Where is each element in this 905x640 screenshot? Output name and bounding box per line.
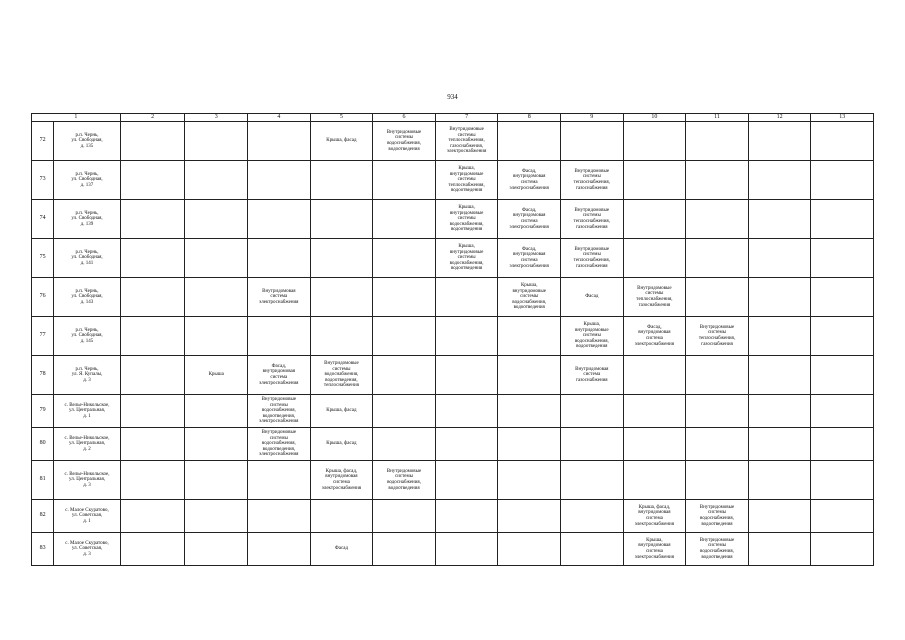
- work-cell-12: [748, 122, 811, 161]
- row-number-cell: 80: [32, 428, 54, 461]
- work-cell-7: [435, 461, 498, 500]
- work-cell-12: [748, 461, 811, 500]
- work-cell-12: [748, 239, 811, 278]
- work-cell-8: [498, 356, 561, 395]
- work-cell-12: [748, 533, 811, 566]
- table-row: [32, 200, 874, 239]
- work-cell-12: [748, 161, 811, 200]
- work-cell-2: [120, 428, 185, 461]
- work-cell-5: [310, 317, 373, 356]
- work-cell-7: [435, 278, 498, 317]
- work-cell-10: [623, 200, 686, 239]
- work-cell-2: [120, 317, 185, 356]
- column-header: 9: [561, 114, 624, 122]
- row-number-cell: 75: [32, 239, 54, 278]
- work-cell-9: [561, 395, 624, 428]
- row-number-cell: 76: [32, 278, 54, 317]
- work-cell-11: [686, 122, 749, 161]
- work-cell-11: [686, 239, 749, 278]
- work-cell-11: [686, 161, 749, 200]
- work-cell-9: [561, 461, 624, 500]
- work-cell-6: [373, 200, 436, 239]
- work-cell-8: [498, 461, 561, 500]
- work-cell-9: Внутридомовые системы теплоснабжения, газоснабжения: [561, 239, 624, 278]
- work-cell-8: Фасад, внутридомовая система электроснабжения: [498, 200, 561, 239]
- work-cell-13: [811, 161, 874, 200]
- work-cell-4: [248, 317, 311, 356]
- column-header: 1: [32, 114, 121, 122]
- work-cell-12: [748, 395, 811, 428]
- work-cell-12: [748, 356, 811, 395]
- work-cell-8: [498, 500, 561, 533]
- work-cell-13: [811, 500, 874, 533]
- work-cell-13: [811, 428, 874, 461]
- work-cell-8: Фасад, внутридомовая система электроснабжения: [498, 161, 561, 200]
- work-cell-8: [498, 533, 561, 566]
- work-cell-7: [435, 500, 498, 533]
- row-number-cell: 79: [32, 395, 54, 428]
- work-cell-13: [811, 317, 874, 356]
- work-cell-10: [623, 161, 686, 200]
- work-cell-6: [373, 500, 436, 533]
- table-row: [32, 356, 874, 395]
- work-cell-13: [811, 395, 874, 428]
- work-cell-2: [120, 278, 185, 317]
- work-cell-3: [185, 395, 248, 428]
- work-cell-2: [120, 533, 185, 566]
- address-cell: р.п. Чернь, ул. Свободная, д. 139: [54, 200, 121, 239]
- address-cell: р.п. Чернь, ул. Я. Купалы, д. 3: [54, 356, 121, 395]
- work-cell-7: [435, 533, 498, 566]
- work-cell-7: Крыша, внутридомовые системы теплоснабжения, водоотведения: [435, 161, 498, 200]
- work-cell-7: [435, 317, 498, 356]
- work-cell-6: [373, 161, 436, 200]
- work-cell-8: [498, 317, 561, 356]
- work-cell-8: [498, 122, 561, 161]
- work-cell-4: Внутридомовые системы водоснабжения, водоотведения, электроснабжения: [248, 428, 311, 461]
- work-cell-2: [120, 200, 185, 239]
- address-cell: с. Велье-Никольское, ул. Центральная, д. 2: [54, 428, 121, 461]
- work-cell-3: [185, 500, 248, 533]
- column-header: 2: [120, 114, 185, 122]
- work-cell-3: [185, 461, 248, 500]
- work-cell-3: [185, 122, 248, 161]
- work-cell-10: [623, 461, 686, 500]
- work-cell-10: [623, 122, 686, 161]
- column-header: 4: [248, 114, 311, 122]
- work-cell-11: [686, 200, 749, 239]
- work-cell-10: Фасад, внутридомовая система электроснабжения: [623, 317, 686, 356]
- work-cell-3: [185, 533, 248, 566]
- column-header: 12: [748, 114, 811, 122]
- table-row: [32, 533, 874, 566]
- work-cell-10: [623, 356, 686, 395]
- work-cell-13: [811, 278, 874, 317]
- work-cell-4: [248, 461, 311, 500]
- column-header: 8: [498, 114, 561, 122]
- work-cell-4: [248, 533, 311, 566]
- table-row: [32, 395, 874, 428]
- address-cell: р.п. Чернь, ул. Свободная, д. 137: [54, 161, 121, 200]
- table-row: [32, 122, 874, 161]
- work-cell-4: [248, 122, 311, 161]
- work-cell-6: [373, 428, 436, 461]
- work-cell-6: Внутридомовые системы водоснабжения, водоотведения: [373, 461, 436, 500]
- work-cell-8: [498, 395, 561, 428]
- work-cell-6: [373, 239, 436, 278]
- work-cell-11: [686, 395, 749, 428]
- table-row: [32, 278, 874, 317]
- table-body: [32, 122, 874, 566]
- work-cell-11: [686, 278, 749, 317]
- table-row: [32, 239, 874, 278]
- work-cell-5: Фасад: [310, 533, 373, 566]
- address-cell: с. Велье-Никольское, ул. Центральная, д. 3: [54, 461, 121, 500]
- row-number-cell: 81: [32, 461, 54, 500]
- work-cell-5: [310, 500, 373, 533]
- work-cell-9: Внутридомовые системы теплоснабжения, газоснабжения: [561, 200, 624, 239]
- work-cell-5: Крыша, фасад: [310, 395, 373, 428]
- work-cell-10: [623, 428, 686, 461]
- header-row: [32, 114, 874, 122]
- work-cell-13: [811, 533, 874, 566]
- work-cell-6: Внутридомовые системы водоснабжения, водоотведения: [373, 122, 436, 161]
- page-number: 934: [447, 93, 458, 101]
- work-cell-13: [811, 200, 874, 239]
- work-cell-8: Крыша, внутридомовые системы водоснабжения, водоотведения: [498, 278, 561, 317]
- work-cell-2: [120, 122, 185, 161]
- repair-schedule-table: [31, 113, 874, 566]
- work-cell-13: [811, 356, 874, 395]
- work-cell-4: [248, 200, 311, 239]
- column-header: 7: [435, 114, 498, 122]
- work-cell-8: Фасад, внутридомовая система электроснабжения: [498, 239, 561, 278]
- work-cell-7: [435, 356, 498, 395]
- work-cell-5: [310, 239, 373, 278]
- work-cell-4: Фасад, внутридомовая система электроснабжения: [248, 356, 311, 395]
- address-cell: с. Малое Скуратово, ул. Советская, д. 1: [54, 500, 121, 533]
- work-cell-6: [373, 395, 436, 428]
- work-cell-4: Внутридомовые системы водоснабжения, водоотведения, электроснабжения: [248, 395, 311, 428]
- address-cell: р.п. Чернь, ул. Свободная, д. 141: [54, 239, 121, 278]
- table-row: [32, 428, 874, 461]
- work-cell-7: Крыша, внутридомовые системы водоснабжения, водоотведения: [435, 239, 498, 278]
- work-cell-9: [561, 428, 624, 461]
- work-cell-12: [748, 500, 811, 533]
- work-cell-3: [185, 161, 248, 200]
- work-cell-3: [185, 428, 248, 461]
- work-cell-13: [811, 239, 874, 278]
- work-cell-4: [248, 239, 311, 278]
- work-cell-9: [561, 500, 624, 533]
- row-number-cell: 72: [32, 122, 54, 161]
- work-cell-10: [623, 395, 686, 428]
- column-header: 5: [310, 114, 373, 122]
- table-row: [32, 161, 874, 200]
- work-cell-10: [623, 239, 686, 278]
- work-cell-3: [185, 317, 248, 356]
- row-number-cell: 73: [32, 161, 54, 200]
- work-cell-2: [120, 461, 185, 500]
- column-header: 6: [373, 114, 436, 122]
- address-cell: р.п. Чернь, ул. Свободная, д. 145: [54, 317, 121, 356]
- work-cell-12: [748, 200, 811, 239]
- work-cell-9: [561, 122, 624, 161]
- row-number-cell: 77: [32, 317, 54, 356]
- work-cell-4: [248, 161, 311, 200]
- table-row: [32, 500, 874, 533]
- row-number-cell: 82: [32, 500, 54, 533]
- work-cell-3: [185, 200, 248, 239]
- work-cell-7: [435, 428, 498, 461]
- work-cell-10: Внутридомовые системы теплоснабжения, газоснабжения: [623, 278, 686, 317]
- work-cell-5: Крыша, фасад, внутридомовая система электроснабжения: [310, 461, 373, 500]
- work-cell-10: Крыша, внутридомовая система электроснабжения: [623, 533, 686, 566]
- work-cell-2: [120, 239, 185, 278]
- work-cell-11: [686, 356, 749, 395]
- work-cell-5: [310, 200, 373, 239]
- table-row: [32, 317, 874, 356]
- work-cell-6: [373, 278, 436, 317]
- work-cell-6: [373, 317, 436, 356]
- work-cell-6: [373, 356, 436, 395]
- work-cell-4: [248, 500, 311, 533]
- work-cell-13: [811, 461, 874, 500]
- work-cell-5: Крыша, фасад: [310, 122, 373, 161]
- work-cell-10: Крыша, фасад, внутридомовая система электроснабжения: [623, 500, 686, 533]
- work-cell-13: [811, 122, 874, 161]
- column-header: 13: [811, 114, 874, 122]
- work-cell-11: [686, 428, 749, 461]
- work-cell-6: [373, 533, 436, 566]
- work-cell-3: [185, 278, 248, 317]
- address-cell: р.п. Чернь, ул. Свободная, д. 135: [54, 122, 121, 161]
- work-cell-7: [435, 395, 498, 428]
- work-cell-3: [185, 239, 248, 278]
- work-cell-5: [310, 161, 373, 200]
- column-header: 11: [686, 114, 749, 122]
- address-cell: р.п. Чернь, ул. Свободная, д. 143: [54, 278, 121, 317]
- row-number-cell: 83: [32, 533, 54, 566]
- work-cell-9: Внутридомовая система газоснабжения: [561, 356, 624, 395]
- work-cell-12: [748, 317, 811, 356]
- work-cell-7: Крыша, внутридомовые системы водоснабжения, водоотведения: [435, 200, 498, 239]
- work-cell-2: [120, 161, 185, 200]
- work-cell-11: Внутридомовые системы водоснабжения, водоотведения: [686, 533, 749, 566]
- work-cell-7: Внутридомовые системы теплоснабжения, газоснабжения, электроснабжения: [435, 122, 498, 161]
- work-cell-9: Фасад: [561, 278, 624, 317]
- work-cell-11: [686, 461, 749, 500]
- work-cell-2: [120, 356, 185, 395]
- column-header: 10: [623, 114, 686, 122]
- work-cell-8: [498, 428, 561, 461]
- row-number-cell: 74: [32, 200, 54, 239]
- work-cell-3: Крыша: [185, 356, 248, 395]
- work-cell-12: [748, 278, 811, 317]
- work-cell-5: [310, 278, 373, 317]
- work-cell-11: Внутридомовые системы водоснабжения, водоотведения: [686, 500, 749, 533]
- work-cell-9: Внутридомовые системы теплоснабжения, газоснабжения: [561, 161, 624, 200]
- work-cell-5: Внутридомовые системы водоснабжения, водоотведения, теплоснабжения: [310, 356, 373, 395]
- work-cell-2: [120, 395, 185, 428]
- work-cell-11: Внутридомовые системы теплоснабжения, газоснабжения: [686, 317, 749, 356]
- address-cell: с. Малое Скуратово, ул. Советская, д. 3: [54, 533, 121, 566]
- table-row: [32, 461, 874, 500]
- work-cell-9: [561, 533, 624, 566]
- address-cell: с. Велье-Никольское, ул. Центральная, д. 1: [54, 395, 121, 428]
- work-cell-12: [748, 428, 811, 461]
- row-number-cell: 78: [32, 356, 54, 395]
- work-cell-2: [120, 500, 185, 533]
- work-cell-5: Крыша, фасад: [310, 428, 373, 461]
- column-header: 3: [185, 114, 248, 122]
- work-cell-9: Крыша, внутридомовые системы водоснабжения, водоотведения: [561, 317, 624, 356]
- work-cell-4: Внутридомовая система электроснабжения: [248, 278, 311, 317]
